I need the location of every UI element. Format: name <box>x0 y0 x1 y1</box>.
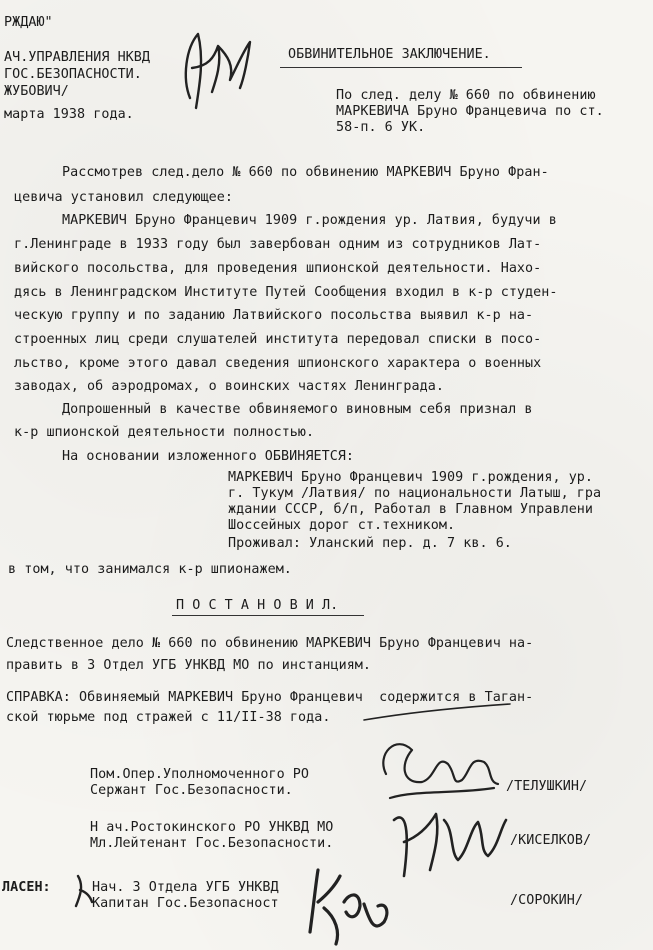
signature-2-name: /КИСЕЛКОВ/ <box>510 833 592 848</box>
note-line-1: СПРАВКА: Обвиняемый МАРКЕВИЧ Бруно Францевич содержится в Таган- <box>6 690 534 705</box>
confession-line-1: Допрошенный в качестве обвиняемого виновным себя признал в <box>62 402 533 417</box>
approval-tick-mark <box>72 872 98 912</box>
resolution-underline <box>172 615 364 616</box>
intro-line-2: цевича установил следующее: <box>14 190 234 205</box>
approve-line-5: марта 1938 года. <box>4 107 134 122</box>
case-ref-line-3: 58-п. 6 УК. <box>336 120 426 135</box>
note-line-2: ской тюрьме под стражей с 11/II-38 года. <box>6 710 331 725</box>
document-title: ОБВИНИТЕЛЬНОЕ ЗАКЛЮЧЕНИЕ. <box>288 47 491 62</box>
case-ref-line-2: МАРКЕВИЧА Бруно Францевича по ст. <box>336 104 604 119</box>
confession-line-2: к-р шпионской деятельности полностью. <box>14 425 315 440</box>
charge-outro: в том, что занимался к-р шпионажем. <box>8 562 292 577</box>
signature-1-title-2: Сержант Гос.Безопасности. <box>90 783 293 798</box>
signature-2-title-2: Мл.Лейтенант Гос.Безопасности. <box>90 836 334 851</box>
signature-3-name: /СОРОКИН/ <box>510 893 584 908</box>
accused-line-4: Шоссейных дорог ст.техником. <box>228 518 456 533</box>
facts-line-8: заводах, об аэродромах, о воинских частях Ленинграда. <box>14 379 444 394</box>
signature-1-name: /ТЕЛУШКИН/ <box>506 779 588 794</box>
resolution-line-1: Следственное дело № 660 по обвинению МАРКЕВИЧ Бруно Францевич на- <box>6 636 534 651</box>
signature-3-mark <box>300 862 396 950</box>
approve-line-4: ЖУБОВИЧ/ <box>4 84 69 99</box>
accused-line-1: МАРКЕВИЧ Бруно Францевич 1909 г.рождения, ур. <box>228 470 594 485</box>
facts-line-2: г.Ленинграде в 1933 году был завербован одним из сотрудников Лат- <box>14 237 542 252</box>
signature-1-title-1: Пом.Опер.Уполномоченного РО <box>90 767 310 782</box>
accused-line-5: Проживал: Уланский пер. д. 7 кв. 6. <box>228 536 512 551</box>
signature-3-prefix: ЛАСЕН: <box>2 880 51 895</box>
charge-intro: На основании изложенного ОБВИНЯЕТСЯ: <box>62 449 355 464</box>
title-underline <box>280 67 522 68</box>
facts-line-5: ческую группу и по заданию Латвийского посольства выявил к-р на- <box>14 308 534 323</box>
signature-3-title-1: Нач. 3 Отдела УГБ УНКВД <box>92 880 279 895</box>
signature-2-mark <box>384 790 514 886</box>
approve-line-3: ГОС.БЕЗОПАСНОСТИ. <box>4 67 142 82</box>
approve-line-2: АЧ.УПРАВЛЕНИЯ НКВД <box>4 50 151 65</box>
approval-signature-mark <box>178 28 258 118</box>
resolution-line-2: править в 3 Отдел УГБ УНКВД МО по инстанциям. <box>6 658 372 673</box>
facts-line-6: строенных лиц среди слушателей института передовал списки в посо- <box>14 332 542 347</box>
facts-line-7: льство, кроме этого давал сведения шпионского характера о военных <box>14 356 542 371</box>
accused-line-2: г. Тукум /Латвия/ по национальности Латыш, гра <box>228 486 602 501</box>
facts-line-1: МАРКЕВИЧ Бруно Францевич 1909 г.рождения ур. Латвия, будучи в <box>62 213 557 228</box>
accused-line-3: ждании СССР, б/п, Работал в Главном Управлени <box>228 502 594 517</box>
signature-3-title-2: Капитан Гос.Безопасност <box>92 896 279 911</box>
intro-line-1: Рассмотрев след.дело № 660 по обвинению МАРКЕВИЧ Бруно Фран- <box>62 165 549 180</box>
signature-2-title-1: Н ач.Ростокинского РО УНКВД МО <box>90 820 334 835</box>
note-pen-underline <box>360 700 520 726</box>
facts-line-4: дясь в Ленинградском Институте Путей Сообщения входил в к-р студен- <box>14 285 558 300</box>
facts-line-3: вийского посольства, для проведения шпионской деятельности. Нахо- <box>14 261 542 276</box>
resolution-heading: П О С Т А Н О В И Л. <box>176 598 339 613</box>
approve-line-1: РЖДАЮ" <box>4 15 53 30</box>
case-ref-line-1: По след. делу № 660 по обвинению <box>336 88 596 103</box>
